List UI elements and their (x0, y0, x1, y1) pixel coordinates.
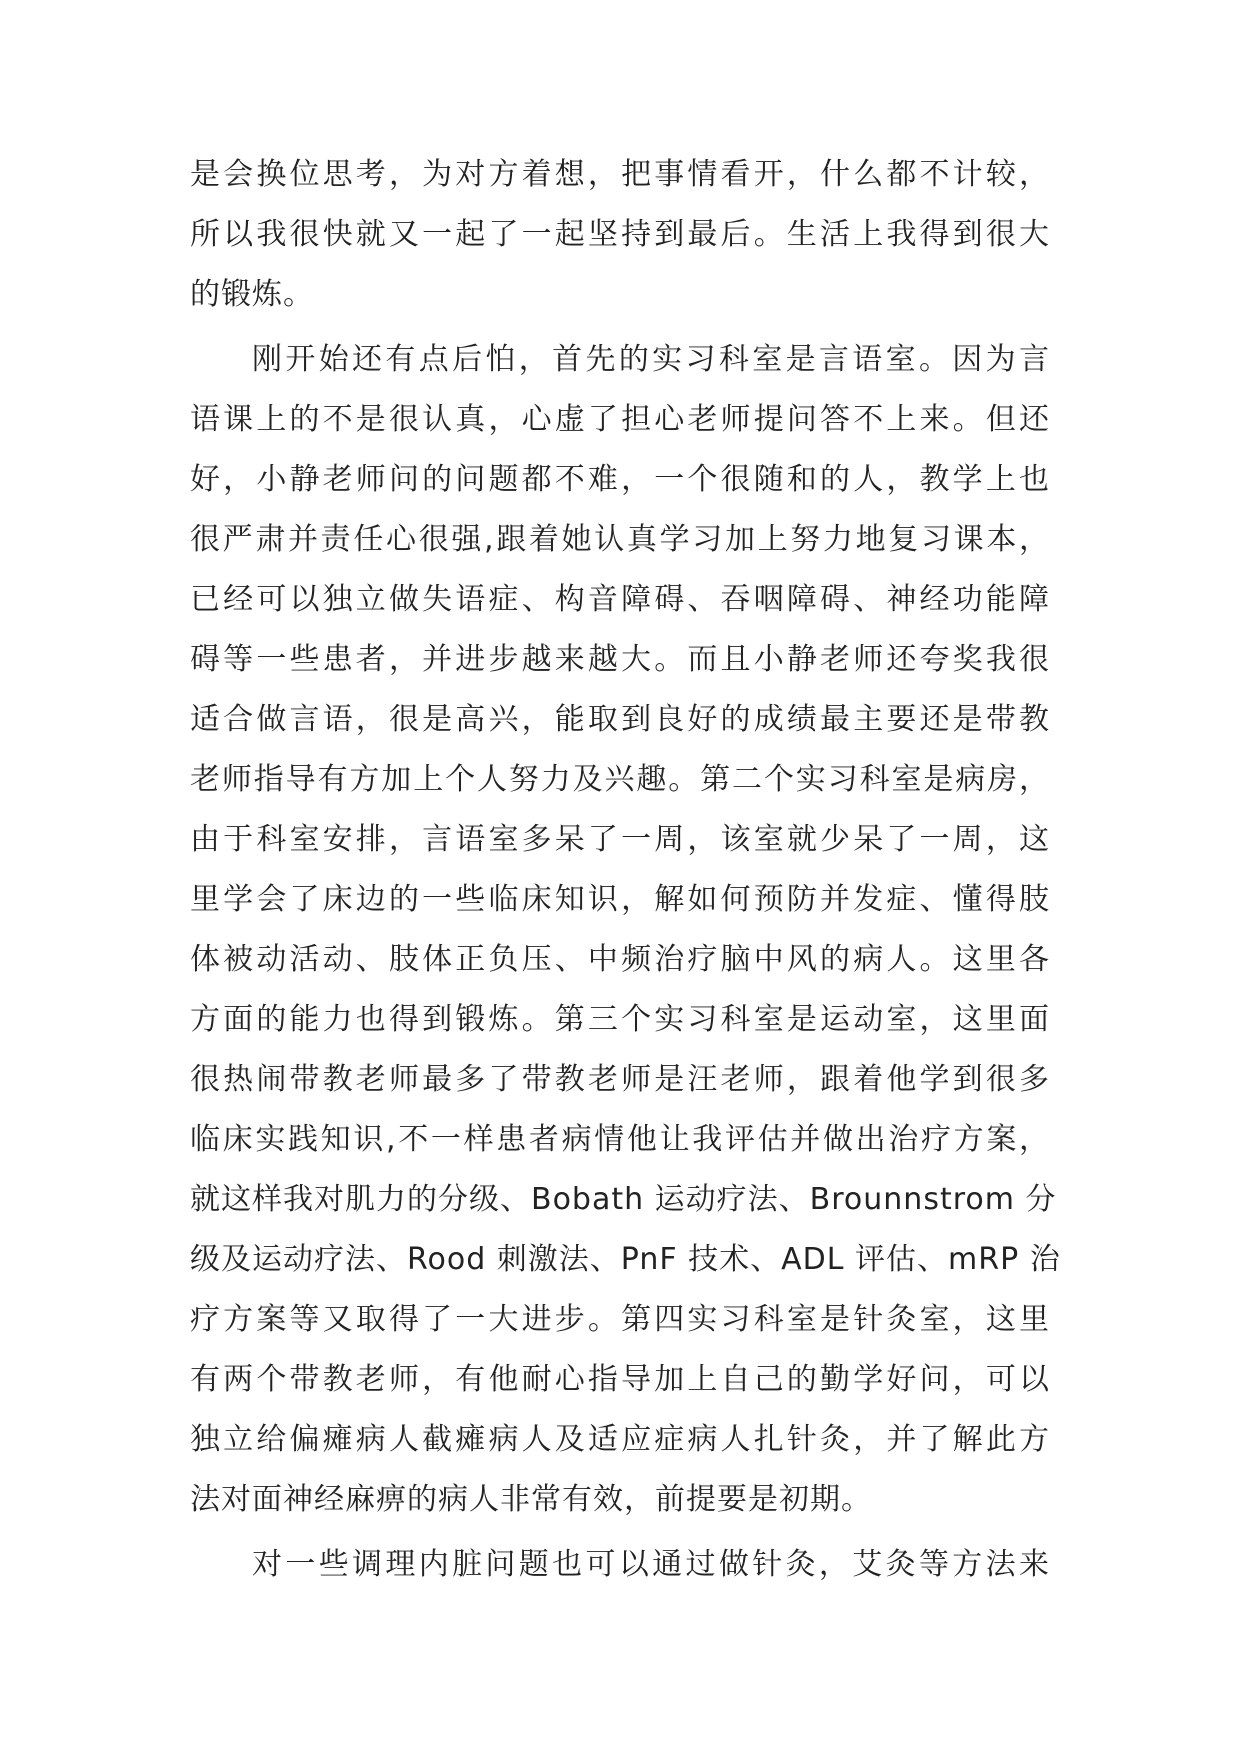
text-line: 好，小静老师问的问题都不难，一个很随和的人，教学上也 (190, 462, 1050, 497)
paragraph-first-line: 对一些调理内脏问题也可以通过做针灸，艾灸等方法来 (252, 1547, 1050, 1582)
text-line: 是会换位思考，为对方着想，把事情看开，什么都不计较， (190, 157, 1050, 192)
text-line: 已经可以独立做失语症、构音障碍、吞咽障碍、神经功能障 (190, 582, 1050, 617)
text-line: 独立给偏瘫病人截瘫病人及适应症病人扎针灸，并了解此方 (190, 1422, 1050, 1457)
text-line: 里学会了床边的一些临床知识，解如何预防并发症、懂得肢 (190, 882, 1050, 917)
text-line: 疗方案等又取得了一大进步。第四实习科室是针灸室，这里 (190, 1302, 1050, 1337)
text-line: 级及运动疗法、Rood 刺激法、PnF 技术、ADL 评估、mRP 治 (190, 1242, 1061, 1277)
text-line: 很热闹带教老师最多了带教老师是汪老师，跟着他学到很多 (190, 1062, 1050, 1097)
text-line: 语课上的不是很认真，心虚了担心老师提问答不上来。但还 (190, 402, 1050, 437)
text-line: 由于科室安排，言语室多呆了一周，该室就少呆了一周，这 (190, 822, 1050, 857)
text-line: 临床实践知识,不一样患者病情他让我评估并做出治疗方案， (190, 1122, 1050, 1157)
text-line: 体被动活动、肢体正负压、中频治疗脑中风的病人。这里各 (190, 942, 1050, 977)
paragraph-first-line: 刚开始还有点后怕，首先的实习科室是言语室。因为言 (252, 342, 1050, 377)
text-line: 就这样我对肌力的分级、Bobath 运动疗法、Brounnstrom 分 (190, 1182, 1057, 1217)
text-line: 的锻炼。 (190, 277, 314, 312)
text-line: 所以我很快就又一起了一起坚持到最后。生活上我得到很大 (190, 217, 1050, 252)
text-line: 老师指导有方加上个人努力及兴趣。第二个实习科室是病房， (190, 762, 1050, 797)
text-line: 有两个带教老师，有他耐心指导加上自己的勤学好问，可以 (190, 1362, 1050, 1397)
text-line: 很严肃并责任心很强,跟着她认真学习加上努力地复习课本， (190, 522, 1050, 557)
text-line: 方面的能力也得到锻炼。第三个实习科室是运动室，这里面 (190, 1002, 1050, 1037)
text-line: 适合做言语，很是高兴，能取到良好的成绩最主要还是带教 (190, 702, 1050, 737)
text-line: 碍等一些患者，并进步越来越大。而且小静老师还夸奖我很 (190, 642, 1050, 677)
text-line: 法对面神经麻痹的病人非常有效，前提要是初期。 (190, 1482, 872, 1517)
